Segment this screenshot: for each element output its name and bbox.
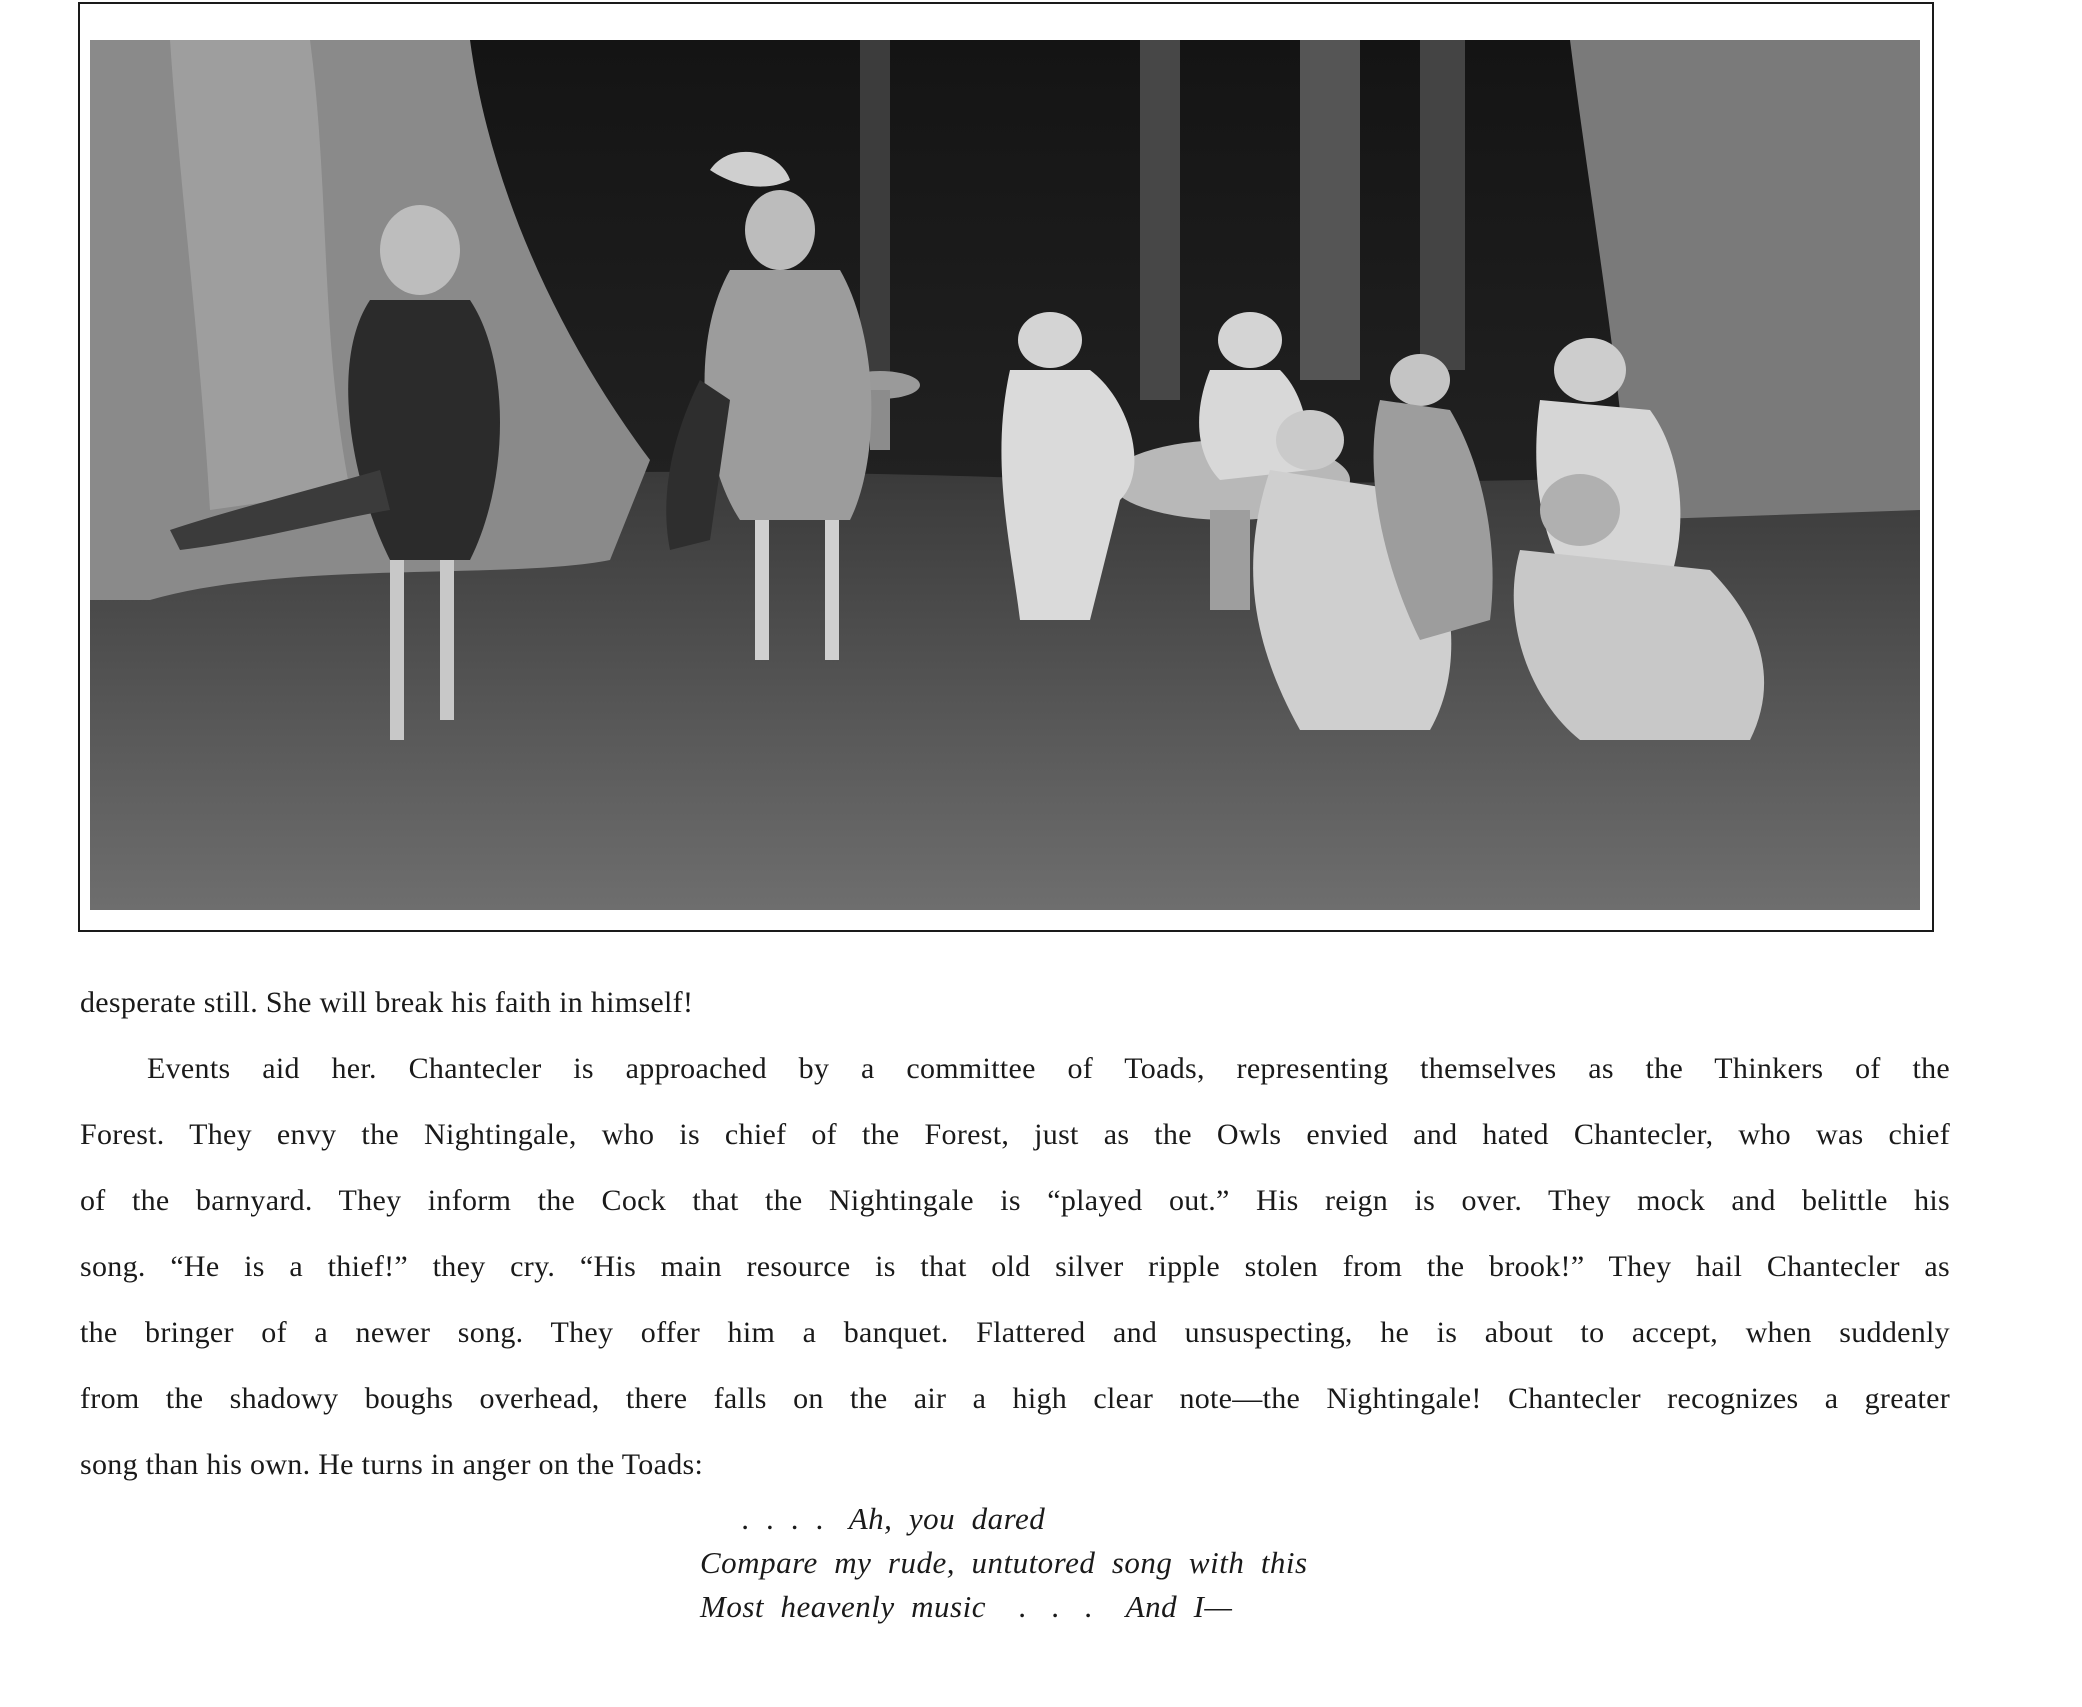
verse-line: Compare my rude, untutored song with this	[700, 1545, 1308, 1580]
paragraph-opening-line: desperate still. She will break his faith in himself!	[80, 986, 694, 1019]
paragraph-line: Events aid her. Chantecler is approached by a committee of Toads, representing themselves as the Thinkers of the	[147, 1052, 1950, 1085]
paragraph-line: song than his own. He turns in anger on the Toads:	[80, 1448, 704, 1481]
paragraph-line: from the shadowy boughs overhead, there falls on the air a high clear note—the Nightingale! Chantecler recognizes a greater	[80, 1382, 1950, 1415]
theatre-photo-icon	[90, 40, 1920, 910]
stage-photograph	[90, 40, 1920, 910]
verse-quotation	[700, 1497, 1308, 1629]
paragraph-line: of the barnyard. They inform the Cock that the Nightingale is “played out.” His reign is over. They mock and belittle his	[80, 1184, 1950, 1217]
paragraph-line: Forest. They envy the Nightingale, who is chief of the Forest, just as the Owls envied and hated Chantecler, who was chief	[80, 1118, 1950, 1151]
body-text	[80, 970, 1950, 1498]
verse-line: . . . . Ah, you dared	[742, 1501, 1046, 1536]
verse-line: Most heavenly music . . . And I—	[700, 1589, 1233, 1624]
paragraph-line: song. “He is a thief!” they cry. “His main resource is that old silver ripple stolen from the brook!” They hail Chantecler as	[80, 1250, 1950, 1283]
paragraph-toads	[80, 1036, 1950, 1498]
paragraph-line: the bringer of a newer song. They offer him a banquet. Flattered and unsuspecting, he is about to accept, when suddenly	[80, 1316, 1950, 1349]
